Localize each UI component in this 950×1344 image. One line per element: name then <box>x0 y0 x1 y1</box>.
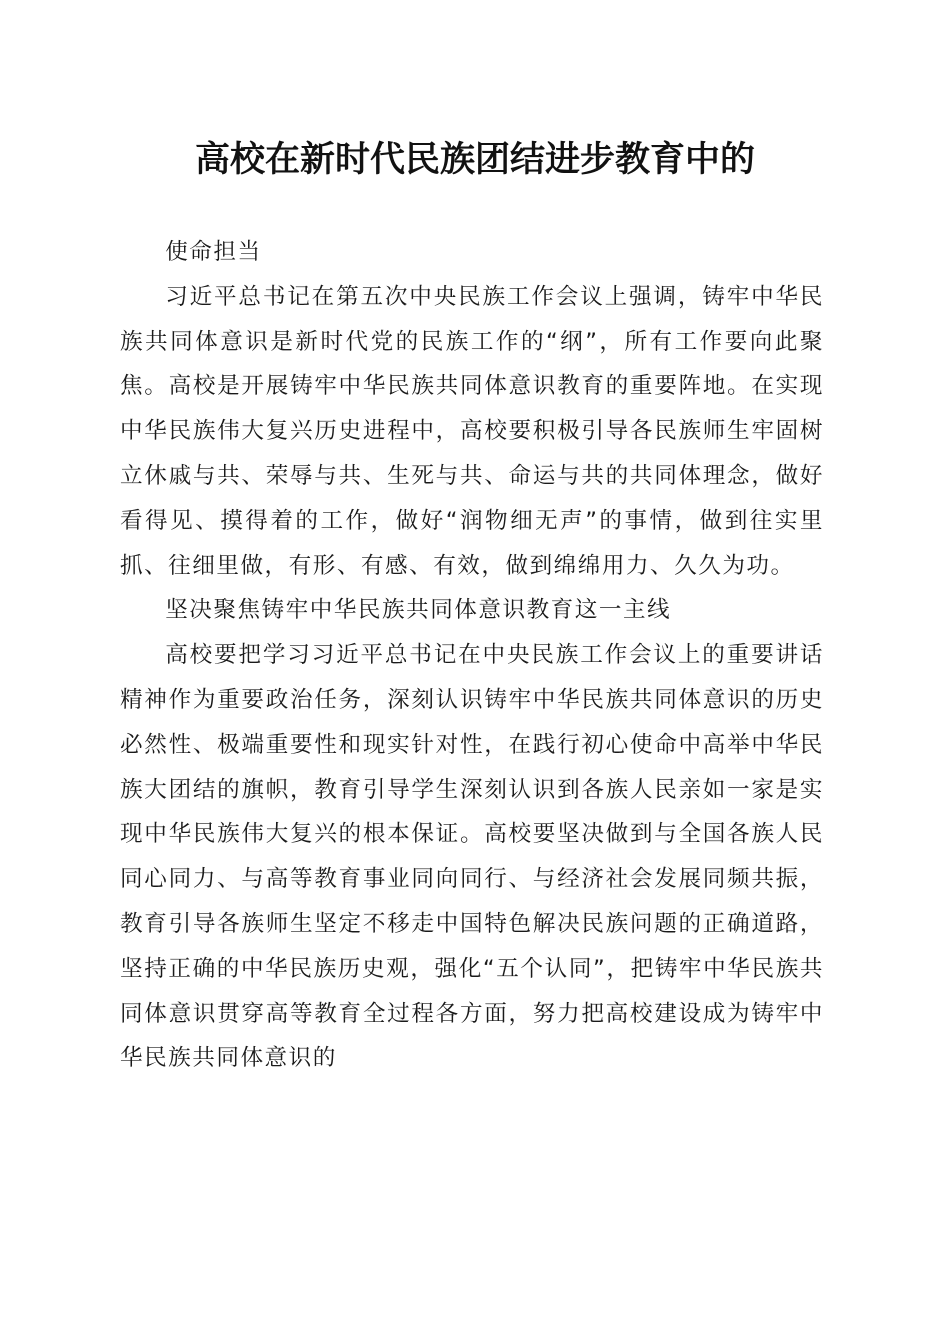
document-title: 高校在新时代民族团结进步教育中的 <box>194 139 755 180</box>
document-body <box>120 230 824 1081</box>
paragraph-subtitle: 使命担当 <box>165 239 262 265</box>
section-heading: 坚决聚焦铸牢中华民族共同体意识教育这一主线 <box>165 597 672 624</box>
paragraph: 习近平总书记在第五次中央民族工作会议上强调，铸牢中华民族共同体意识是新时代党的民族工作的“纲”，所有工作要向此聚焦。高校是开展铸牢中华民族共同体意识教育的重要阵地。在实现中华民族伟大复兴历史进程中，高校要积极引导各民族师生牢固树立休戚与共、荣辱与共、生死与共、命运与共的共同体理念，做好看得见、摸得着的工作，做好“润物细无声”的事情，做到往实里抓、往细里做，有形、有感、有效，做到绵绵用力、久久为功。 <box>120 283 824 579</box>
paragraph: 高校要把学习习近平总书记在中央民族工作会议上的重要讲话精神作为重要政治任务，深刻认识铸牢中华民族共同体意识的历史必然性、极端重要性和现实针对性，在践行初心使命中高举中华民族大团结的旗帜，教育引导学生深刻认识到各族人民亲如一家是实现中华民族伟大复兴的根本保证。高校要坚决做到与全国各族人民同心同力、与高等教育事业同向同行、与经济社会发展同频共振，教育引导各族师生坚定不移走中国特色解决民族问题的正确道路，坚持正确的中华民族历史观，强化“五个认同”，把铸牢中华民族共同体意识贯穿高等教育全过程各方面，努力把高校建设成为铸牢中华民族共同体意识的 <box>120 642 824 1072</box>
